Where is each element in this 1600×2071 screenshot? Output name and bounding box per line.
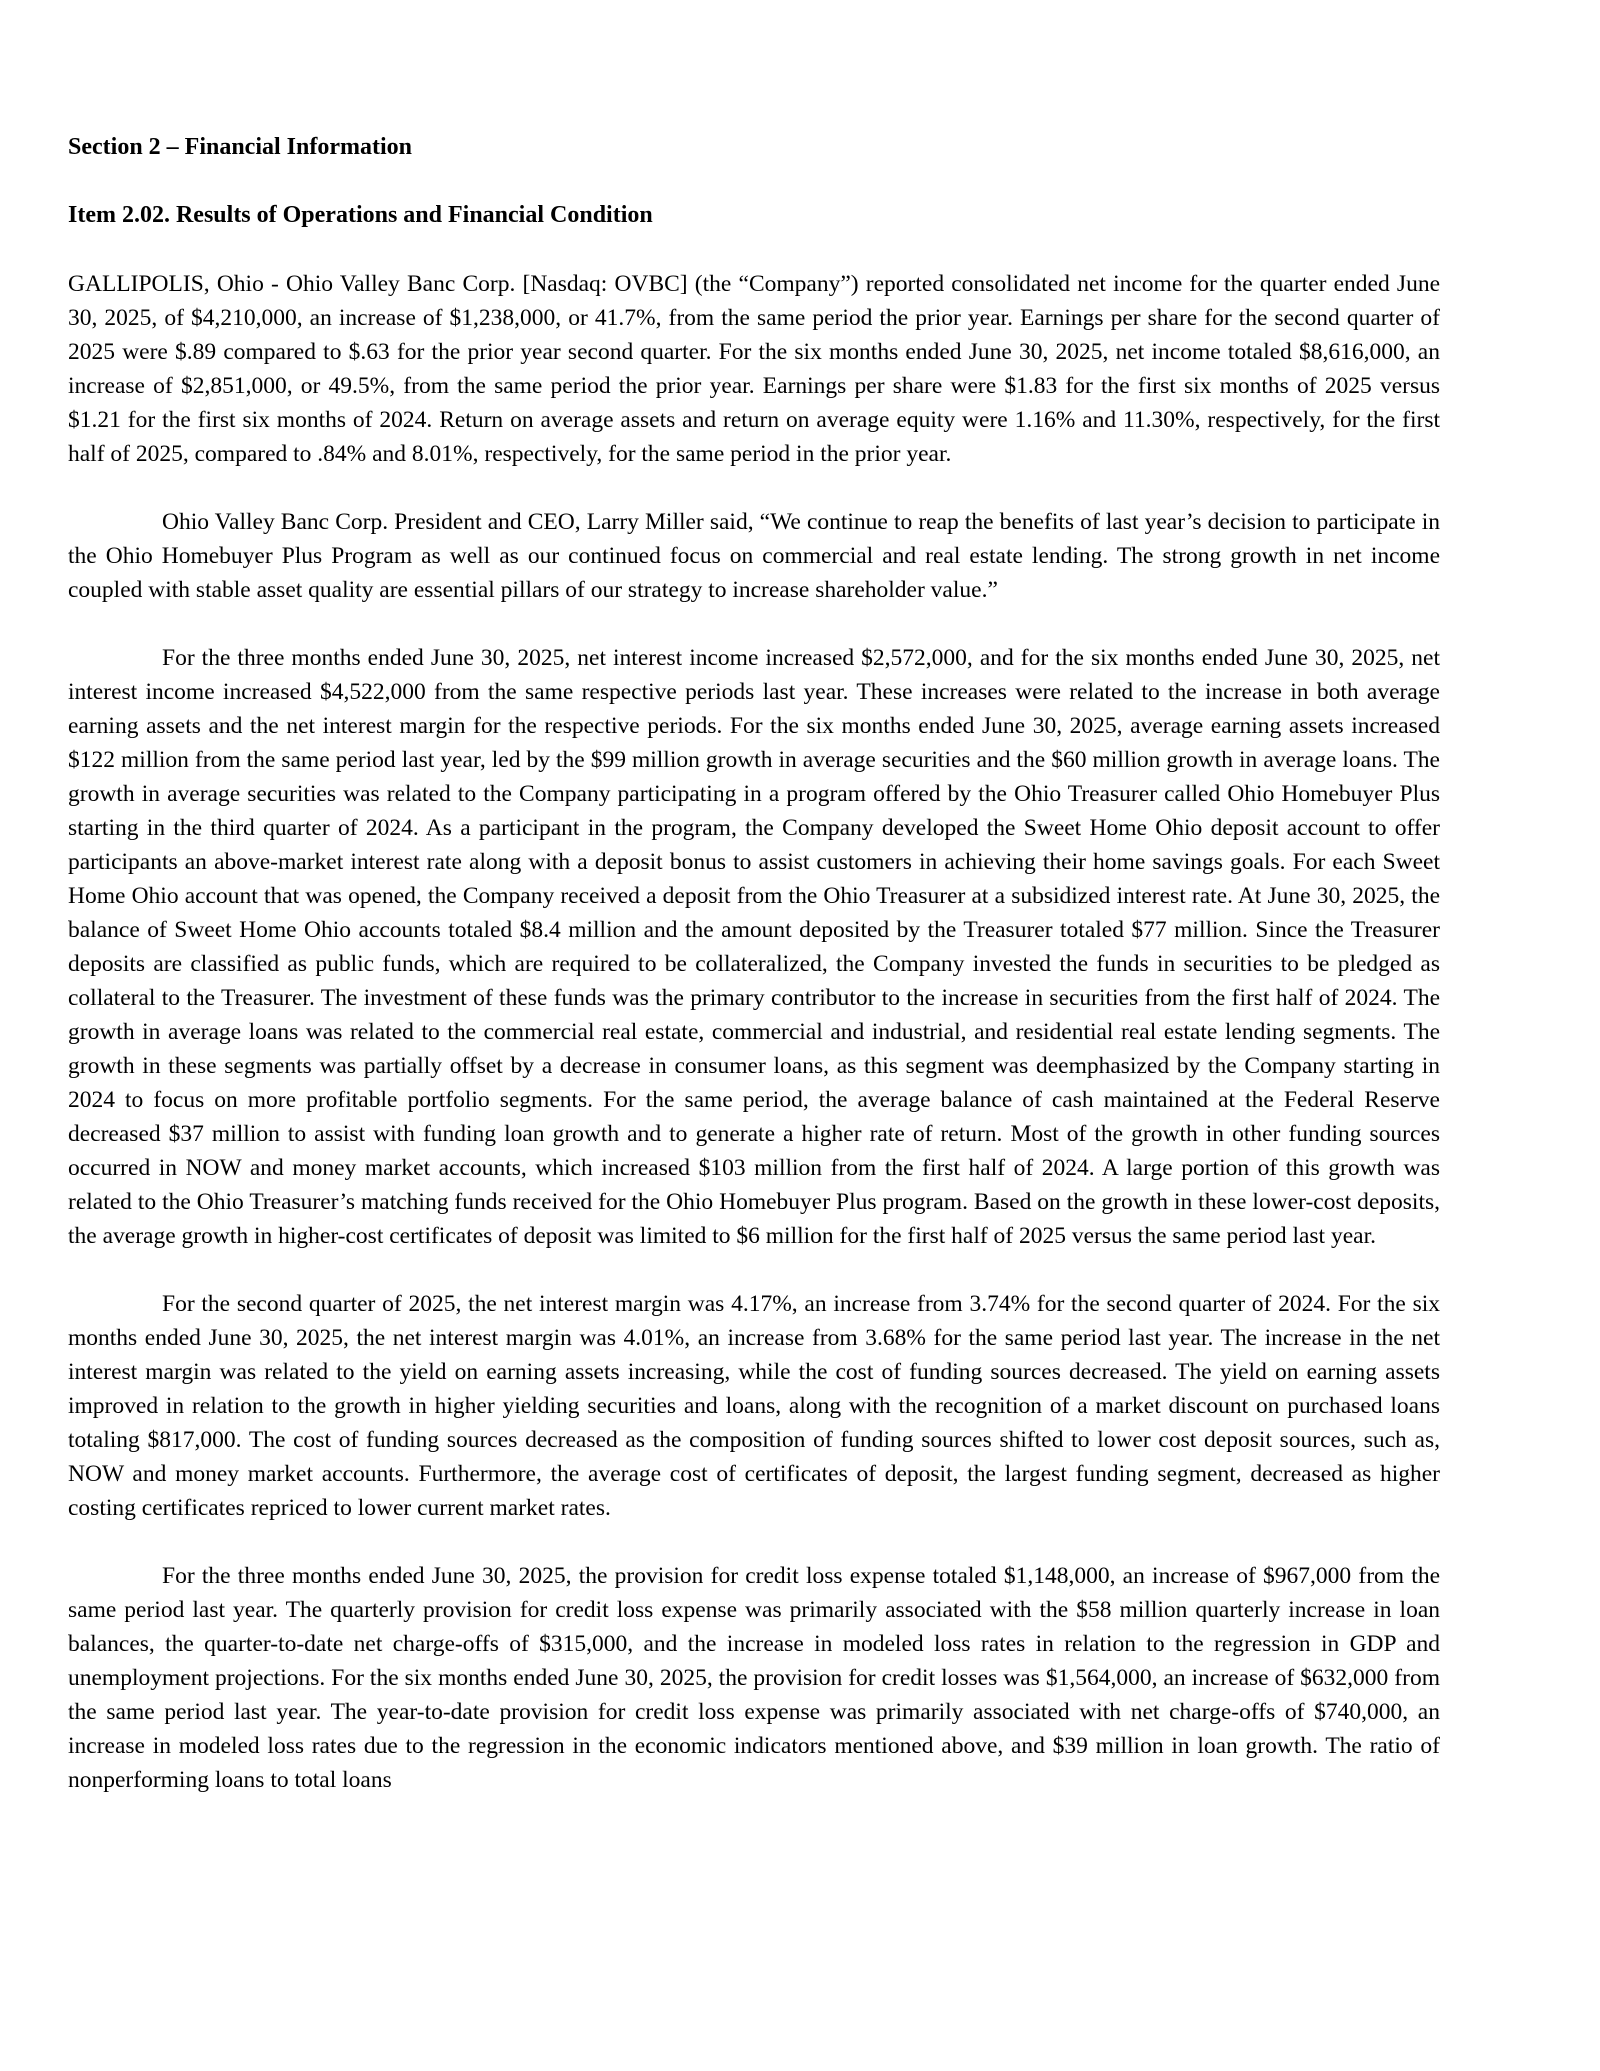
document-page [68, 132, 1440, 1797]
section-heading: Section 2 – Financial Information [68, 134, 413, 160]
paragraph-net-income: GALLIPOLIS, Ohio - Ohio Valley Banc Corp. [Nasdaq: OVBC] (the “Company”) reported consolidated net income for the quarter ended June 30, 2025, of $4,210,000, an increase of $1,238,000, or 41.7%, from the same period the prior year. Earnings per share for the second quarter of 2025 were $.89 compared to $.63 for the prior year second quarter. For the six months ended June 30, 2025, net income totaled $8,616,000, an increase of $2,851,000, or 49.5%, from the same period the prior year. Earnings per share were $1.83 for the first six months of 2025 versus $1.21 for the first six months of 2024. Return on average assets and return on average equity were 1.16% and 11.30%, respectively, for the first half of 2025, compared to .84% and 8.01%, respectively, for the same period in the prior year. [68, 271, 1440, 467]
item-heading: Item 2.02. Results of Operations and Financial Condition [68, 202, 653, 228]
paragraph-net-interest-income: For the three months ended June 30, 2025, net interest income increased $2,572,000, and for the six months ended June 30, 2025, net interest income increased $4,522,000 from the same respective periods last year. These increases were related to the increase in both average earning assets and the net interest margin for the respective periods. For the six months ended June 30, 2025, average earning assets increased $122 million from the same period last year, led by the $99 million growth in average securities and the $60 million growth in average loans. The growth in average securities was related to the Company participating in a program offered by the Ohio Treasurer called Ohio Homebuyer Plus starting in the third quarter of 2024. As a participant in the program, the Company developed the Sweet Home Ohio deposit account to offer participants an above-market interest rate along with a deposit bonus to assist customers in achieving their home savings goals. For each Sweet Home Ohio account that was opened, the Company received a deposit from the Ohio Treasurer at a subsidized interest rate. At June 30, 2025, the balance of Sweet Home Ohio accounts totaled $8.4 million and the amount deposited by the Treasurer totaled $77 million. Since the Treasurer deposits are classified as public funds, which are required to be collateralized, the Company invested the funds in securities to be pledged as collateral to the Treasurer. The investment of these funds was the primary contributor to the increase in securities from the first half of 2024. The growth in average loans was related to the commercial real estate, commercial and industrial, and residential real estate lending segments. The growth in these segments was partially offset by a decrease in consumer loans, as this segment was deemphasized by the Company starting in 2024 to focus on more profitable portfolio segments. For the same period, the average balance of cash maintained at the Federal Reserve decreased $37 million to assist with funding loan growth and to generate a higher rate of return. Most of the growth in other funding sources occurred in NOW and money market accounts, which increased $103 million from the first half of 2024. A large portion of this growth was related to the Ohio Treasurer’s matching funds received for the Ohio Homebuyer Plus program. Based on the growth in these lower-cost deposits, the average growth in higher-cost certificates of deposit was limited to $6 million for the first half of 2025 versus the same period last year. [68, 645, 1440, 1249]
paragraph-ceo-quote: Ohio Valley Banc Corp. President and CEO, Larry Miller said, “We continue to reap the benefits of last year’s decision to participate in the Ohio Homebuyer Plus Program as well as our continued focus on commercial and real estate lending. The strong growth in net income coupled with stable asset quality are essential pillars of our strategy to increase shareholder value.” [68, 509, 1440, 603]
paragraph-net-interest-margin: For the second quarter of 2025, the net interest margin was 4.17%, an increase from 3.74% for the second quarter of 2024. For the six months ended June 30, 2025, the net interest margin was 4.01%, an increase from 3.68% for the same period last year. The increase in the net interest margin was related to the yield on earning assets increasing, while the cost of funding sources decreased. The yield on earning assets improved in relation to the growth in higher yielding securities and loans, along with the recognition of a market discount on purchased loans totaling $817,000. The cost of funding sources decreased as the composition of funding sources shifted to lower cost deposit sources, such as, NOW and money market accounts. Furthermore, the average cost of certificates of deposit, the largest funding segment, decreased as higher costing certificates repriced to lower current market rates. [68, 1291, 1440, 1521]
paragraph-credit-loss: For the three months ended June 30, 2025, the provision for credit loss expense totaled $1,148,000, an increase of $967,000 from the same period last year. The quarterly provision for credit loss expense was primarily associated with the $58 million quarterly increase in loan balances, the quarter-to-date net charge-offs of $315,000, and the increase in modeled loss rates in relation to the regression in GDP and unemployment projections. For the six months ended June 30, 2025, the provision for credit losses was $1,564,000, an increase of $632,000 from the same period last year. The year-to-date provision for credit loss expense was primarily associated with net charge-offs of $740,000, an increase in modeled loss rates due to the regression in the economic indicators mentioned above, and $39 million in loan growth. The ratio of nonperforming loans to total loans [68, 1563, 1440, 1793]
